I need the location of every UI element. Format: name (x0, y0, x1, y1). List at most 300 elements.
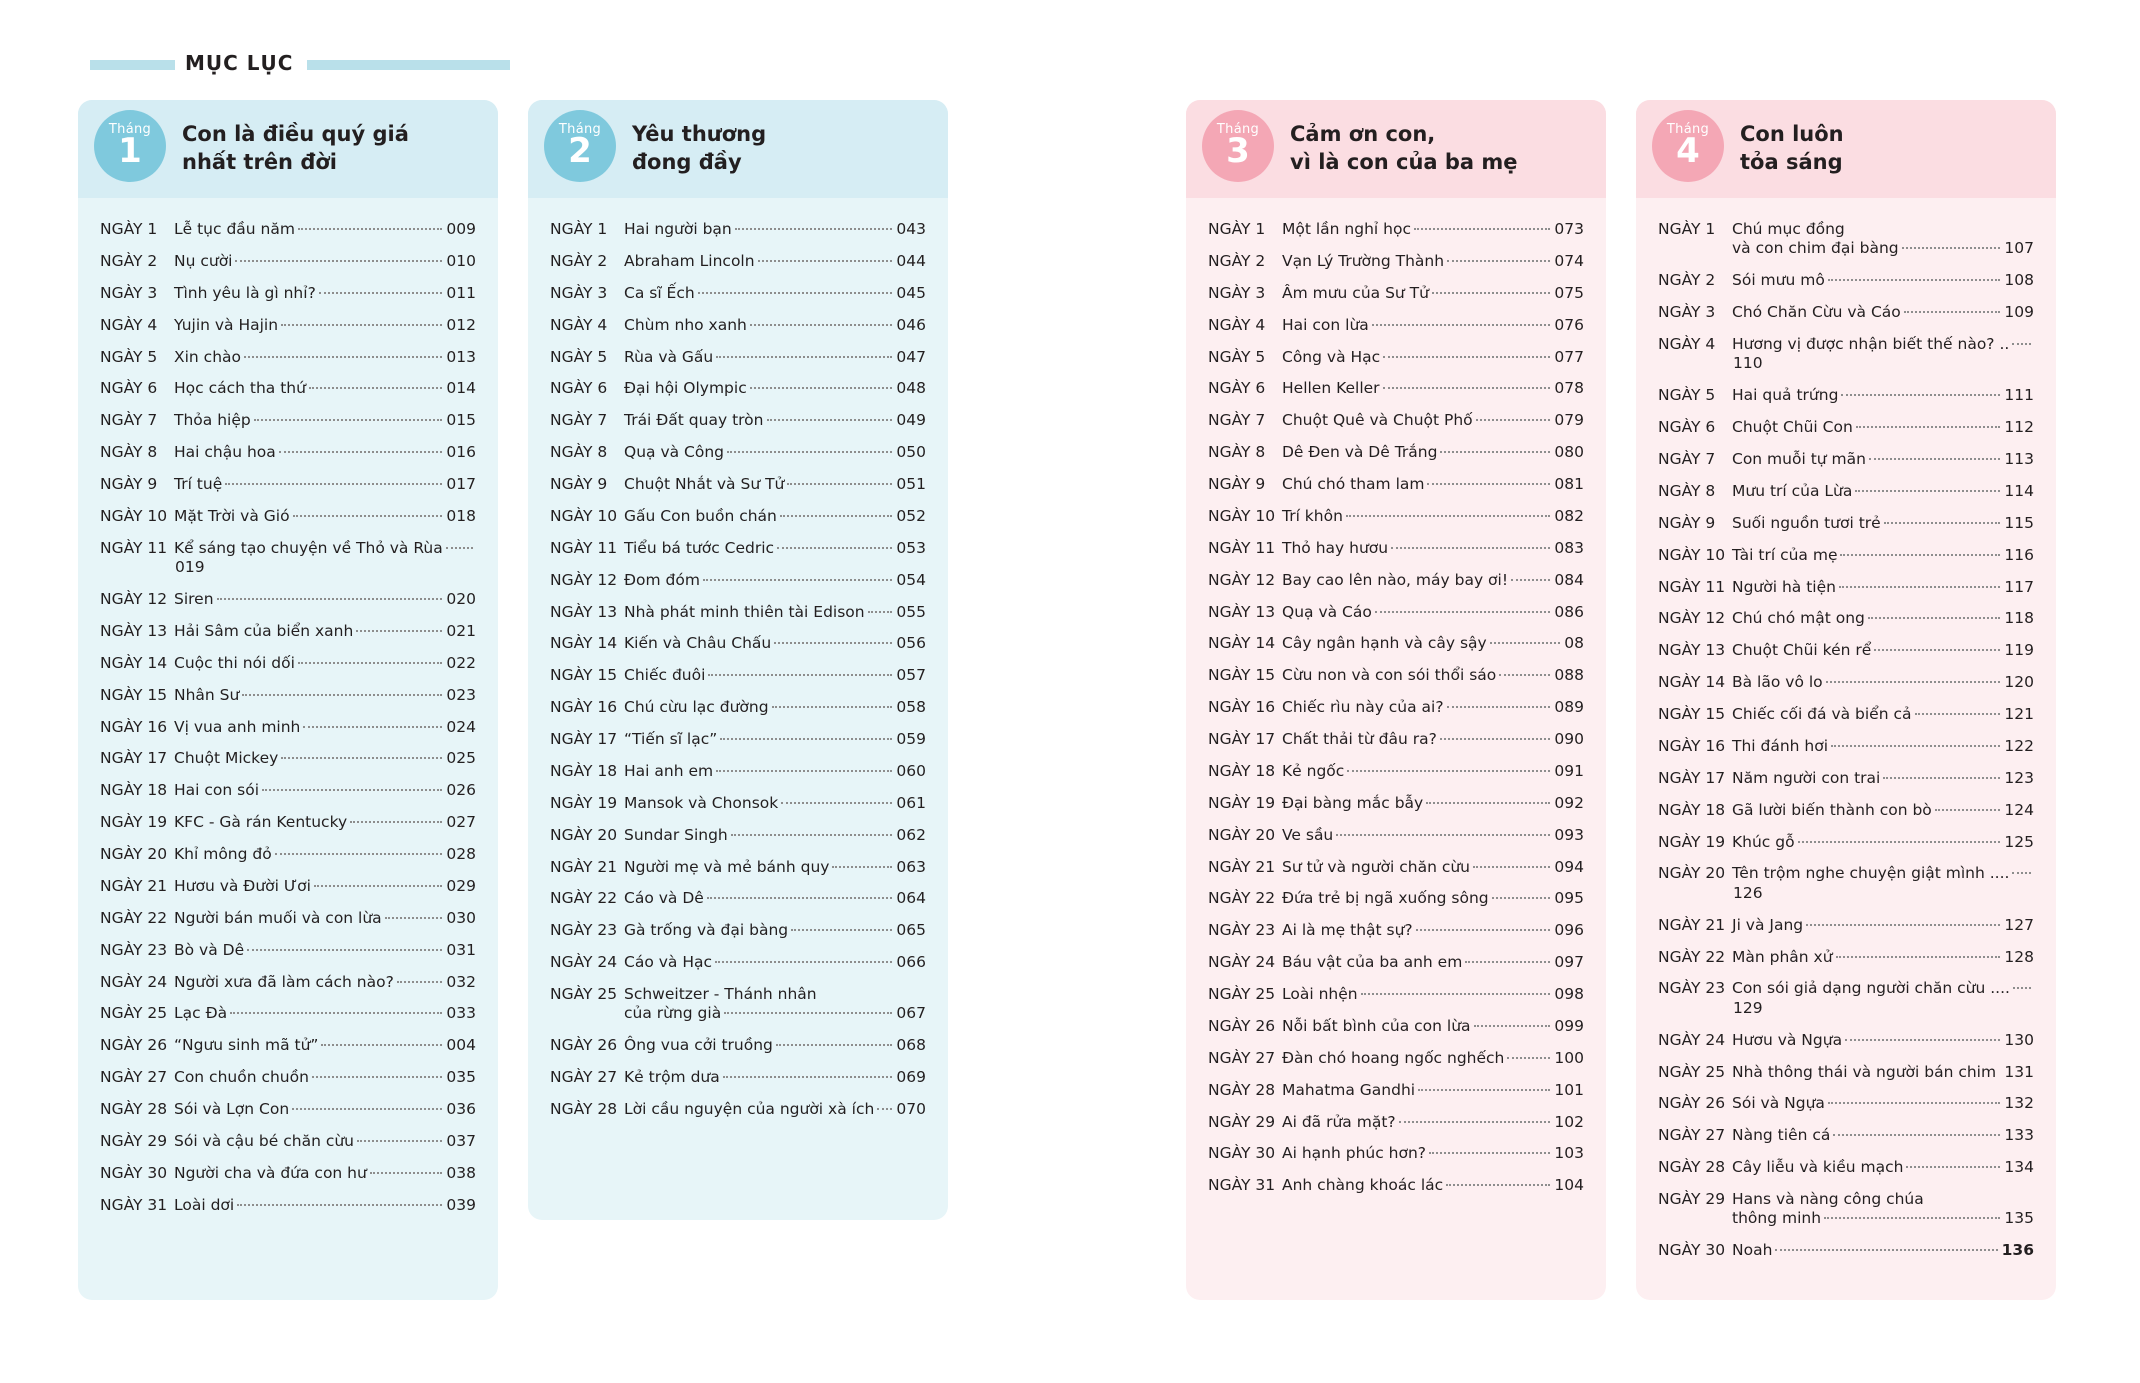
entry-title: Rùa và Gấu (624, 347, 714, 366)
toc-entry[interactable] (100, 909, 476, 928)
toc-entry[interactable] (1208, 603, 1584, 622)
toc-entry[interactable] (550, 666, 926, 685)
entry-page-number: 029 (446, 876, 476, 895)
toc-entry[interactable] (1658, 303, 2034, 322)
entry-page-number: 081 (1554, 475, 1584, 493)
entry-list (528, 198, 948, 1152)
leader-dots (356, 620, 442, 632)
entry-page-number: 133 (2004, 1126, 2034, 1145)
toc-entry[interactable] (100, 443, 476, 462)
entry-page-number: 063 (896, 857, 926, 876)
entry-title: Ve sầu (1282, 825, 1334, 844)
entry-body (624, 475, 926, 494)
toc-entry[interactable] (100, 1036, 476, 1055)
entry-page-number: 084 (1554, 570, 1584, 589)
entry-page-number: 059 (896, 730, 926, 748)
entry-title: Ai hạnh phúc hơn? (1282, 1144, 1427, 1163)
leader-dots (1836, 946, 2001, 958)
entry-page-number: 012 (446, 315, 476, 334)
entry-day: NGÀY 4 (550, 315, 608, 334)
toc-entry[interactable] (550, 826, 926, 845)
toc-entry[interactable] (1208, 826, 1584, 845)
toc-entry[interactable] (100, 1068, 476, 1087)
toc-entry[interactable] (1658, 335, 2034, 374)
toc-entry[interactable] (550, 698, 926, 717)
toc-entry[interactable] (550, 889, 926, 908)
toc-entry[interactable] (100, 590, 476, 609)
toc-entry[interactable] (1658, 1241, 2034, 1260)
entry-day: NGÀY 22 (100, 908, 168, 927)
leader-dots (1845, 1029, 2000, 1041)
entry-body (1732, 1094, 2034, 1113)
toc-entry[interactable] (1658, 916, 2034, 935)
entry-body (1282, 379, 1584, 398)
toc-entry[interactable] (1658, 1190, 2034, 1229)
toc-entry[interactable] (100, 284, 476, 303)
leader-dots (1874, 639, 2000, 651)
toc-entry[interactable] (100, 941, 476, 960)
entry-day: NGÀY 6 (550, 379, 608, 398)
toc-entry[interactable] (1658, 546, 2034, 565)
entry-page-number: 082 (1554, 506, 1584, 525)
toc-entry[interactable] (1658, 482, 2034, 501)
toc-entry[interactable] (550, 316, 926, 335)
entry-page-number: 120 (2004, 673, 2034, 692)
entry-body (174, 1100, 476, 1119)
toc-entry[interactable] (100, 686, 476, 705)
toc-entry[interactable] (1658, 833, 2034, 852)
entry-day: NGÀY 13 (100, 621, 168, 640)
entry-day: NGÀY 20 (550, 825, 618, 844)
entry-page-number: 131 (2004, 1062, 2034, 1081)
entry-page-number: 136 (2001, 1241, 2034, 1260)
entry-body (174, 877, 476, 896)
entry-day: NGÀY 3 (1658, 303, 1716, 322)
toc-entry[interactable] (100, 622, 476, 641)
toc-entry[interactable] (1208, 284, 1584, 303)
toc-entry[interactable] (100, 877, 476, 896)
entry-title-line-2-row (624, 1004, 926, 1023)
leader-dots (279, 441, 443, 453)
toc-entry[interactable] (1208, 220, 1584, 239)
entry-page-number: 091 (1554, 761, 1584, 780)
toc-entry[interactable] (100, 654, 476, 673)
leader-dots (715, 951, 892, 963)
entry-body (1282, 1113, 1584, 1132)
entry-page-number: 124 (2004, 800, 2034, 819)
month-title-line-1: Con là điều quý giá (182, 122, 409, 147)
month-badge (544, 110, 616, 182)
leader-dots (708, 664, 892, 676)
month-title (1740, 100, 2046, 198)
entry-page-number: 046 (896, 315, 926, 334)
toc-entry[interactable] (1208, 507, 1584, 526)
entry-title: Nụ cười (174, 251, 233, 270)
toc-entry[interactable] (1208, 889, 1584, 908)
toc-entry[interactable] (1208, 1113, 1584, 1132)
entry-day: NGÀY 5 (100, 347, 158, 366)
leader-dots (303, 716, 442, 728)
entry-page-number: 077 (1554, 347, 1584, 366)
leader-dots (1841, 384, 2000, 396)
entry-title: Sói và cậu bé chăn cừu (174, 1131, 354, 1150)
toc-entry[interactable] (1658, 1158, 2034, 1177)
toc-entry[interactable] (550, 762, 926, 781)
entry-page-number: 074 (1554, 251, 1584, 270)
toc-entry[interactable] (1658, 418, 2034, 437)
toc-entry[interactable] (1658, 737, 2034, 756)
entry-page-number: 053 (896, 538, 926, 557)
entry-title: Người cha và đứa con hư (174, 1163, 367, 1182)
leader-dots (385, 907, 443, 919)
entry-title: Cừu non và con sói thổi sáo (1282, 666, 1497, 685)
entry-title: Trái Đất quay tròn (624, 411, 764, 430)
entry-body (174, 749, 476, 768)
entry-body (624, 1068, 926, 1087)
toc-entry[interactable] (550, 379, 926, 398)
entry-day: NGÀY 10 (1208, 506, 1276, 525)
entry-title: Kể sáng tạo chuyện về Thỏ và Rùa (174, 538, 443, 557)
entry-body (624, 1036, 926, 1055)
entry-day: NGÀY 7 (550, 411, 608, 430)
entry-page-number: 075 (1554, 283, 1584, 302)
entry-body (1282, 985, 1584, 1004)
month-title (1290, 100, 1596, 198)
entry-day: NGÀY 2 (1658, 271, 1716, 290)
entry-page-number: 043 (896, 220, 926, 238)
entry-body (174, 252, 476, 271)
entry-body (624, 1100, 926, 1119)
leader-dots (281, 314, 442, 326)
entry-body (1282, 1017, 1584, 1036)
entry-page-number: 058 (896, 698, 926, 717)
entry-title-line-1: Chú mục đồng (1732, 220, 1845, 238)
entry-title: Bò và Dê (174, 940, 245, 959)
toc-entry[interactable] (100, 1164, 476, 1183)
entry-title: Kẻ ngốc (1282, 761, 1345, 780)
toc-entry[interactable] (1658, 1063, 2034, 1082)
entry-body (624, 507, 926, 526)
toc-entry[interactable] (100, 1004, 476, 1023)
toc-entry[interactable] (1208, 634, 1584, 653)
toc-entry[interactable] (1208, 539, 1584, 558)
entry-body (174, 1036, 476, 1055)
entry-page-number: 109 (2004, 303, 2034, 322)
entry-body (624, 284, 926, 303)
toc-entry[interactable] (1208, 348, 1584, 367)
entry-day: NGÀY 21 (1658, 915, 1726, 934)
toc-entry[interactable] (550, 411, 926, 430)
entry-page-number: 011 (446, 283, 476, 302)
entry-title: Chú chó mật ong (1732, 609, 1865, 628)
entry-body (1732, 609, 2034, 628)
toc-entry[interactable] (100, 1100, 476, 1119)
entry-day: NGÀY 18 (1208, 761, 1276, 780)
entry-title: Khỉ mông đỏ (174, 845, 272, 863)
toc-entry[interactable] (550, 858, 926, 877)
toc-entry[interactable] (1208, 794, 1584, 813)
entry-title-line-2-row (1732, 239, 2034, 258)
entry-page-number: 035 (446, 1068, 476, 1087)
month-title (182, 100, 488, 198)
leader-dots (758, 250, 893, 262)
leader-dots (832, 856, 892, 868)
toc-entry[interactable] (1208, 1081, 1584, 1100)
entry-title-line-1: Schweitzer - Thánh nhân (624, 985, 817, 1003)
toc-entry[interactable] (1208, 252, 1584, 271)
toc-entry[interactable] (1208, 475, 1584, 494)
toc-entry[interactable] (100, 379, 476, 398)
toc-entry[interactable] (100, 220, 476, 239)
toc-entry[interactable] (550, 571, 926, 590)
toc-entry[interactable] (1658, 220, 2034, 259)
entry-body (1282, 794, 1584, 813)
entry-page-number: 090 (1554, 730, 1584, 748)
toc-entry[interactable] (1658, 1094, 2034, 1113)
leader-dots (1416, 919, 1551, 931)
entry-page-number: 039 (446, 1195, 476, 1214)
toc-entry[interactable] (1208, 571, 1584, 590)
toc-entry[interactable] (550, 507, 926, 526)
toc-entry[interactable] (1208, 698, 1584, 717)
toc-entry[interactable] (550, 475, 926, 494)
month-number: 4 (1676, 131, 1700, 171)
month-title-line-2: nhất trên đời (182, 150, 337, 174)
entry-body (1732, 220, 2034, 259)
toc-entry[interactable] (1208, 985, 1584, 1004)
entry-page-number: 080 (1554, 443, 1584, 462)
entry-title: Chó Chăn Cừu và Cáo (1732, 303, 1901, 322)
entry-body (174, 220, 476, 239)
toc-entry[interactable] (1658, 801, 2034, 820)
entry-body (174, 348, 476, 367)
leader-dots (1833, 1124, 2000, 1136)
toc-entry[interactable] (100, 973, 476, 992)
toc-entry[interactable] (550, 1068, 926, 1087)
leader-dots (293, 505, 443, 517)
entry-page-number: 134 (2004, 1158, 2034, 1177)
toc-entry[interactable] (1658, 514, 2034, 533)
entry-body (1282, 507, 1584, 526)
entry-page-number: 101 (1554, 1080, 1584, 1099)
entry-page-number: 024 (446, 717, 476, 736)
entry-title: Nhà phát minh thiên tài Edison (624, 602, 865, 621)
entry-title: Nhân Sư (174, 685, 240, 704)
toc-entry[interactable] (1658, 948, 2034, 967)
toc-entry[interactable] (100, 845, 476, 864)
toc-entry[interactable] (100, 252, 476, 271)
toc-entry[interactable] (1208, 379, 1584, 398)
toc-entry[interactable] (100, 475, 476, 494)
toc-entry[interactable] (550, 539, 926, 558)
leader-dots (1915, 703, 2001, 715)
toc-entry[interactable] (1658, 769, 2034, 788)
entry-title: Cáo và Hạc (624, 953, 713, 972)
entry-title: Học cách tha thứ (174, 379, 306, 398)
entry-page-number: 064 (896, 889, 926, 908)
entry-body (1732, 673, 2034, 692)
toc-entry[interactable] (550, 1036, 926, 1055)
entry-page-number: 076 (1554, 315, 1584, 334)
toc-entry[interactable] (550, 985, 926, 1024)
leader-dots (777, 537, 892, 549)
entry-body (1732, 1031, 2034, 1050)
leader-dots (1383, 346, 1550, 358)
entry-body (1282, 826, 1584, 845)
entry-body (624, 634, 926, 653)
toc-entry[interactable] (550, 730, 926, 749)
toc-entry[interactable] (1208, 316, 1584, 335)
toc-entry[interactable] (1208, 411, 1584, 430)
entry-title: Quạ và Công (624, 443, 725, 462)
entry-body (1282, 1049, 1584, 1068)
toc-entry[interactable] (1208, 953, 1584, 972)
entry-title: Loài dơi (174, 1195, 235, 1214)
entry-title: Báu vật của ba anh em (1282, 953, 1463, 972)
leader-dots (781, 792, 892, 804)
toc-entry[interactable] (1208, 858, 1584, 877)
entry-day: NGÀY 10 (100, 506, 168, 525)
entry-title: Noah (1732, 1241, 1773, 1260)
toc-entry[interactable] (100, 348, 476, 367)
toc-entry[interactable] (1658, 979, 2034, 1018)
leader-dots (312, 1066, 442, 1078)
toc-entry[interactable] (1658, 386, 2034, 405)
entry-page-number: 054 (896, 570, 926, 589)
toc-entry[interactable] (1208, 1144, 1584, 1163)
entry-day: NGÀY 10 (550, 506, 618, 525)
entry-day: NGÀY 31 (1208, 1176, 1276, 1195)
leader-dots (1440, 441, 1550, 453)
entry-day: NGÀY 15 (550, 666, 618, 685)
toc-entry[interactable] (1208, 1049, 1584, 1068)
toc-entry[interactable] (1658, 673, 2034, 692)
toc-entry[interactable] (550, 603, 926, 622)
entry-page-number: 013 (446, 347, 476, 366)
entry-page-number: 026 (446, 781, 476, 800)
toc-entry[interactable] (550, 953, 926, 972)
entry-page-number: 048 (896, 379, 926, 398)
month-header (528, 100, 948, 198)
entry-day: NGÀY 20 (100, 845, 168, 863)
toc-entry[interactable] (1658, 1126, 2034, 1145)
toc-entry[interactable] (1208, 1176, 1584, 1195)
entry-title: Anh chàng khoác lác (1282, 1176, 1444, 1195)
toc-entry[interactable] (550, 284, 926, 303)
toc-entry[interactable] (100, 718, 476, 737)
toc-entry[interactable] (100, 316, 476, 335)
toc-entry[interactable] (100, 1132, 476, 1151)
entry-day: NGÀY 17 (1208, 730, 1276, 748)
entry-day: NGÀY 28 (1658, 1158, 1726, 1177)
toc-entry[interactable] (1208, 1017, 1584, 1036)
toc-entry[interactable] (100, 781, 476, 800)
entry-day: NGÀY 30 (1658, 1241, 1726, 1260)
entry-title: Kiến và Châu Chấu (624, 634, 772, 653)
entry-page-number: 130 (2004, 1030, 2034, 1049)
toc-entry[interactable] (550, 443, 926, 462)
leader-dots (727, 441, 892, 453)
toc-entry[interactable] (100, 749, 476, 768)
entry-body (174, 590, 476, 609)
entry-day: NGÀY 31 (100, 1195, 168, 1214)
entry-page-number: 021 (446, 621, 476, 640)
toc-entry[interactable] (1208, 762, 1584, 781)
entry-day: NGÀY 22 (550, 889, 618, 908)
entry-page-number: 097 (1554, 953, 1584, 972)
entry-page-number: 055 (896, 602, 926, 621)
entry-page-number: 016 (446, 443, 476, 462)
leader-dots (791, 919, 892, 931)
entry-body (1282, 475, 1584, 494)
toc-entry[interactable] (550, 1100, 926, 1119)
entry-page-number: 122 (2004, 736, 2034, 755)
toc-entry[interactable] (550, 252, 926, 271)
leader-dots (1346, 505, 1551, 517)
toc-entry[interactable] (1208, 443, 1584, 462)
leader-dots (772, 696, 893, 708)
toc-entry[interactable] (1208, 730, 1584, 749)
toc-entry[interactable] (1658, 271, 2034, 290)
month-column-2 (528, 100, 948, 1220)
toc-entry[interactable] (100, 507, 476, 526)
entry-page-number: 114 (2004, 481, 2034, 500)
toc-entry[interactable] (1658, 641, 2034, 660)
toc-entry[interactable] (1658, 864, 2034, 903)
leader-dots (787, 473, 892, 485)
entry-body (174, 316, 476, 335)
entry-day: NGÀY 27 (550, 1068, 618, 1087)
toc-entry[interactable] (100, 813, 476, 832)
toc-entry[interactable] (550, 794, 926, 813)
toc-entry[interactable] (100, 411, 476, 430)
entry-title: Chú cừu lạc đường (624, 698, 769, 717)
entry-title-line-2: của rừng già (624, 1004, 722, 1023)
entry-body (1732, 1063, 2034, 1082)
leader-dots (1447, 696, 1551, 708)
toc-entry[interactable] (1658, 1031, 2034, 1050)
entry-day: NGÀY 7 (1208, 411, 1266, 430)
toc-entry[interactable] (1208, 666, 1584, 685)
leader-dots (350, 811, 442, 823)
leader-dots (716, 346, 892, 358)
toc-entry[interactable] (100, 1196, 476, 1215)
leader-dots (1474, 1015, 1551, 1027)
entry-page-number: 125 (2004, 832, 2034, 851)
entry-body (174, 284, 476, 303)
toc-entry[interactable] (550, 921, 926, 940)
toc-entry[interactable] (550, 348, 926, 367)
toc-entry[interactable] (1658, 705, 2034, 724)
entry-day: NGÀY 16 (550, 698, 618, 717)
entry-day: NGÀY 18 (100, 781, 168, 800)
entry-day: NGÀY 22 (1208, 889, 1276, 908)
toc-entry[interactable] (550, 220, 926, 239)
toc-entry[interactable] (550, 634, 926, 653)
leader-dots (1902, 237, 2001, 249)
toc-entry[interactable] (1208, 921, 1584, 940)
toc-entry[interactable] (100, 539, 476, 578)
month-badge (1202, 110, 1274, 182)
toc-entry[interactable] (1658, 578, 2034, 597)
toc-entry[interactable] (1658, 450, 2034, 469)
entry-body (624, 539, 926, 558)
month-number: 1 (118, 131, 142, 171)
toc-entry[interactable] (1658, 609, 2034, 628)
leader-dots (731, 824, 893, 836)
entry-page-number: 032 (446, 972, 476, 991)
entry-body (624, 826, 926, 845)
